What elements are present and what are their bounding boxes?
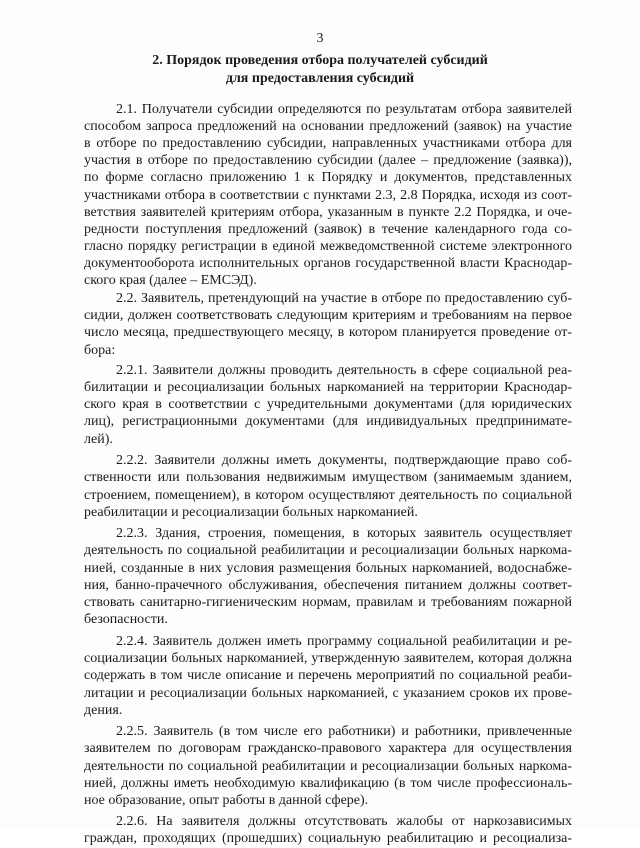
text-line: ственности или пользования недвижимым имуществом (занимаемым зданием, <box>84 470 572 485</box>
text-line: 2.2.2. Заявители должны иметь документы, подтверждающие право соб- <box>116 453 572 468</box>
text-line: 2.2.1. Заявители должны проводить деятельность в сфере социальной реа- <box>116 363 572 378</box>
text-line: 2.2.3. Здания, строения, помещения, в которых заявитель осуществляет <box>116 526 572 541</box>
text-line: заявителем по договорам гражданско-правового характера для осуществления <box>84 741 572 756</box>
text-line: дения. <box>84 703 123 718</box>
text-line: лей). <box>84 432 113 447</box>
text-line: 2.2. Заявитель, претендующий на участие в отборе по предоставлению суб- <box>116 291 572 306</box>
text-line: социализации больных наркоманией, утвержденную заявителем, которая должна <box>84 651 572 666</box>
text-line: реабилитации и ресоциализации больных наркоманией. <box>84 505 418 520</box>
text-line: ского края (далее – ЕМСЭД). <box>84 273 257 288</box>
text-line: ского края в соответствии с учредительными документами (для юридических <box>84 397 572 412</box>
text-line: участия в отборе по предоставлению субсидии (далее – предложение (заявка)), <box>84 153 572 168</box>
text-line: редности поступления предложений (заявок) в течение календарного года со- <box>84 222 572 237</box>
text-line: число месяца, предшествующего месяцу, в котором планируется проведение от- <box>84 325 572 340</box>
text-line: безопасности. <box>84 612 168 627</box>
text-line: билитации и ресоциализации больных наркоманией на территории Краснодар- <box>84 380 572 395</box>
text-line: бора: <box>84 343 116 358</box>
section-heading-line-1: 2. Порядок проведения отбора получателей субсидий <box>152 53 488 68</box>
text-line: литации и ресоциализации больных наркоманией, с указанием сроков их прове- <box>84 686 572 701</box>
text-line: 2.1. Получатели субсидии определяются по результатам отбора заявителей <box>116 102 572 117</box>
text-line: деятельности по социальной реабилитации и ресоциализации больных наркома- <box>84 759 572 774</box>
text-line: 2.2.6. На заявителя должны отсутствовать жалобы от наркозависимых <box>116 814 572 829</box>
text-line: нией, должны иметь необходимую квалификацию (в том числе профессиональ- <box>84 776 572 791</box>
text-line: в отборе по предоставлению субсидии, направленных участниками отбора для <box>84 136 572 151</box>
text-line: строением, помещением), в котором осуществляют деятельность по социальной <box>84 488 572 503</box>
text-line: деятельность по социальной реабилитации и ресоциализации больных наркома- <box>84 543 572 558</box>
text-line: ствовать санитарно-гигиеническим нормам, правилам и требованиям пожарной <box>84 595 572 610</box>
text-line: 2.2.5. Заявитель (в том числе его работники) и работники, привлеченные <box>116 724 572 739</box>
text-line: гласно порядку регистрации в единой межведомственной системе электронного <box>84 239 572 254</box>
text-line: по форме согласно приложению 1 к Порядку и документов, представленных <box>84 170 572 185</box>
page-number: 3 <box>316 31 324 46</box>
section-heading-line-2: для предоставления субсидий <box>225 71 415 86</box>
text-line: участниками отбора в соответствии с пунктами 2.3, 2.8 Порядка, исходя из соот- <box>84 188 572 203</box>
text-line: 2.2.4. Заявитель должен иметь программу социальной реабилитации и ре- <box>116 634 572 649</box>
text-line: содержать в том числе описание и перечень мероприятий по социальной реаби- <box>84 668 572 683</box>
text-line: ния, банно-прачечного обслуживания, обеспечения питанием должны соответ- <box>84 578 572 593</box>
text-line: способом запроса предложений на основании предложений (заявок) на участие <box>84 119 572 134</box>
text-line: ное образование, опыт работы в данной сфере). <box>84 793 369 808</box>
text-line: лиц), регистрационными документами (для индивидуальных предпринимате- <box>84 414 572 429</box>
text-line: ветствия заявителей критериям отбора, указанным в пункте 2.2 Порядка, и оче- <box>84 205 572 220</box>
text-line: документооборота исполнительных органов государственной власти Краснодар- <box>84 256 572 271</box>
text-line: граждан, проходящих (прошедших) социальную реабилитацию и ресоциализа- <box>84 831 572 846</box>
section-heading <box>60 52 580 88</box>
text-line: нией, созданные в них условия размещения больных наркоманией, водоснабже- <box>84 561 572 576</box>
text-line: сидии, должен соответствовать следующим критериям и требованиям на первое <box>84 308 572 323</box>
